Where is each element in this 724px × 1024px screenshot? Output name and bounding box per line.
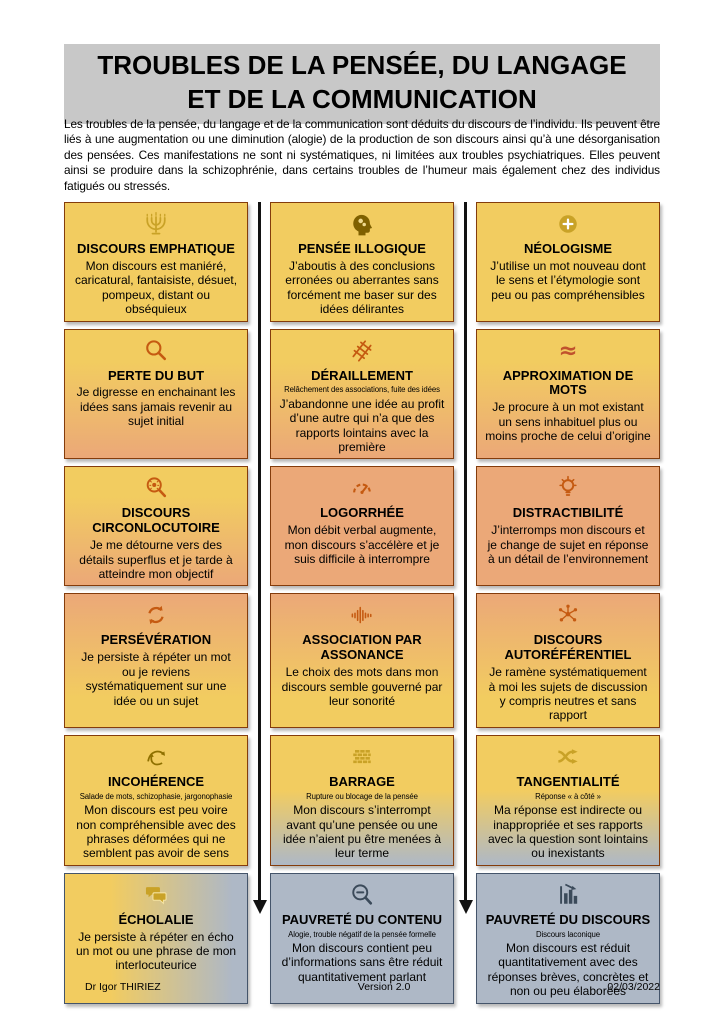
card-association-par-assonance [270,593,454,727]
card-title: TANGENTIALITÉ [516,773,620,789]
severity-arrow-right [464,202,467,901]
card-distractibilite [476,466,660,586]
magnifier-bug-icon [142,473,170,503]
head-gears-icon [348,209,376,239]
card-pensee-illogique [270,202,454,322]
footer-date: 02/03/2022 [607,981,660,993]
bar-chart-decline-icon [554,880,582,910]
footer-version: Version 2.0 [357,981,411,993]
magnifier-minus-icon [348,880,376,910]
card-body: Je me détourne vers des détails superflus et je tarde à atteindre mon objectif [79,538,233,581]
severity-arrow-right-head [459,900,473,914]
card-body: Je persiste à répéter un mot ou je reviens systématiquement sur une idée ou un sujet [81,650,231,708]
card-discours-autoreferentiel [476,593,660,727]
card-body: J’utilise un mot nouveau dont le sens et l’étymologie sont peu ou pas compréhensibles [490,258,646,302]
card-subtitle: Relâchement des associations, fuite des idées [284,385,440,395]
card-body: Le choix des mots dans mon discours semble gouverné par leur sonorité [281,665,443,709]
menorah-icon [142,209,170,239]
card-subtitle: Réponse « à côté » [535,791,601,801]
card-neologisme [476,202,660,322]
card-body: Ma réponse est indirecte ou inappropriée et ses rapports avec la question sont lointains ou inexistants [487,803,649,861]
card-body: Mon discours est peu voire non compréhensible avec des phrases déformées qui ne semblent pas avoir de sens [76,803,236,861]
card-approximation-de-mots [476,329,660,460]
network-node-icon [554,600,582,630]
card-subtitle: Discours laconique [535,929,601,939]
card-body: Je procure à un mot existant un sens inhabituel plus ou moins proche de celui d’origine [485,400,651,444]
card-title: PAUVRETÉ DU CONTENU [281,911,443,927]
lightbulb-icon [554,473,582,503]
footer [85,981,660,993]
card-title: BARRAGE [329,773,395,789]
card-body: Mon discours est maniéré, caricatural, fantaisiste, désuet, pompeux, distant ou obséquieux [74,258,238,317]
card-deraillement [270,329,454,460]
card-title: LOGORRHÉE [320,505,404,521]
page-title-line1: TROUBLES DE LA PENSÉE, DU LANGAGE [97,50,627,80]
footer-author: Dr Igor THIRIEZ [85,981,161,993]
card-perte-du-but [64,329,248,460]
card-title: NÉOLOGISME [523,241,613,256]
card-body: J’interromps mon discours et je change de sujet en réponse à un détail de l’environnement [487,523,649,567]
card-title: APPROXIMATION DE MOTS [502,367,634,398]
card-body: Mon discours contient peu d’informations sans être réduit quantitativement parlant [281,940,443,984]
card-body: Je persiste à répéter en écho un mot ou une phrase de mon interlocuteurice [75,929,237,973]
card-logorrhee [270,466,454,586]
card-body: Mon débit verbal augmente, mon discours s’accélère et je suis difficile à interrompre [284,523,440,567]
card-title: DISTRACTIBILITÉ [512,505,624,521]
page-title-line2: ET DE LA COMMUNICATION [187,83,537,114]
severity-arrow-left [258,202,261,901]
card-title: DISCOURS CIRCONLOCUTOIRE [92,505,220,536]
card-title: PERSÉVÉRATION [100,632,212,648]
page-title [64,44,660,124]
card-title: ÉCHOLALIE [118,911,194,927]
card-perseveration [64,593,248,727]
speech-bubbles-icon [142,880,170,910]
card-title: INCOHÉRENCE [107,773,205,789]
card-body: Mon discours s’interrompt avant qu’une pensée ou une idée n’aient pu être menées à leur terme [282,803,442,861]
card-tangentialite [476,735,660,866]
card-discours-emphatique [64,202,248,322]
card-subtitle: Alogie, trouble négatif de la pensée formelle [288,929,436,939]
approx-icon [554,336,582,366]
severity-arrow-left-head [253,900,267,914]
card-incoherence [64,735,248,866]
card-subtitle: Rupture ou blocage de la pensée [306,791,418,801]
card-barrage [270,735,454,866]
card-body: Mon discours est réduit quantitativement avec des réponses brèves, concrètes et non ou peu élaborées [487,940,649,999]
card-title: ASSOCIATION PAR ASSONANCE [302,632,422,663]
card-title: DÉRAILLEMENT [311,367,413,383]
card-title: DISCOURS EMPHATIQUE [77,241,235,256]
svg-text:≈: ≈ [558,337,578,364]
card-title: PERTE DU BUT [107,367,205,383]
tangled-arrows-icon [142,742,170,772]
card-body: Je ramène systématiquement à moi les sujets de discussion y compris neutres et sans rapport [488,665,648,723]
card-body: Je digresse en enchainant les idées sans jamais revenir au sujet initial [76,385,236,429]
sync-arrows-icon [142,600,170,630]
brick-wall-icon [348,742,376,772]
card-discours-circonlocutoire [64,466,248,586]
waveform-icon [348,600,376,630]
plus-circle-icon [554,209,582,239]
card-title: DISCOURS AUTORÉFÉRENTIEL [504,632,632,663]
card-body: J’abandonne une idée au profit d’une autre qui n’a que des rapports lointains avec la première [279,396,445,454]
intro-text: Les troubles de la pensée, du langage et de la communication sont déduits du discours de l’individu. Ils peuvent être liés à une augmentation ou une diminution (alogie) de la production de son discours ainsi qu’à une désorganisation des pensées. Ces manifestations ne sont ni systématiques, ni limitées aux troubles psychiatriques. Elles peuvent ainsi se produire dans la schizophrénie, dans certains troubles de l’humeur mais également chez des individus fatigués ou stressés. [64,117,660,193]
card-title: PAUVRETÉ DU DISCOURS [485,911,651,927]
crossed-arrows-icon [554,742,582,772]
railway-icon [348,336,376,366]
card-body: J’aboutis à des conclusions erronées ou aberrantes sans forcément me baser sur des idées délirantes [285,258,439,317]
speedometer-icon [348,473,376,503]
card-title: PENSÉE ILLOGIQUE [298,241,426,256]
card-subtitle: Salade de mots, schizophasie, jargonophasie [79,791,233,801]
magnifier-icon [142,336,170,366]
